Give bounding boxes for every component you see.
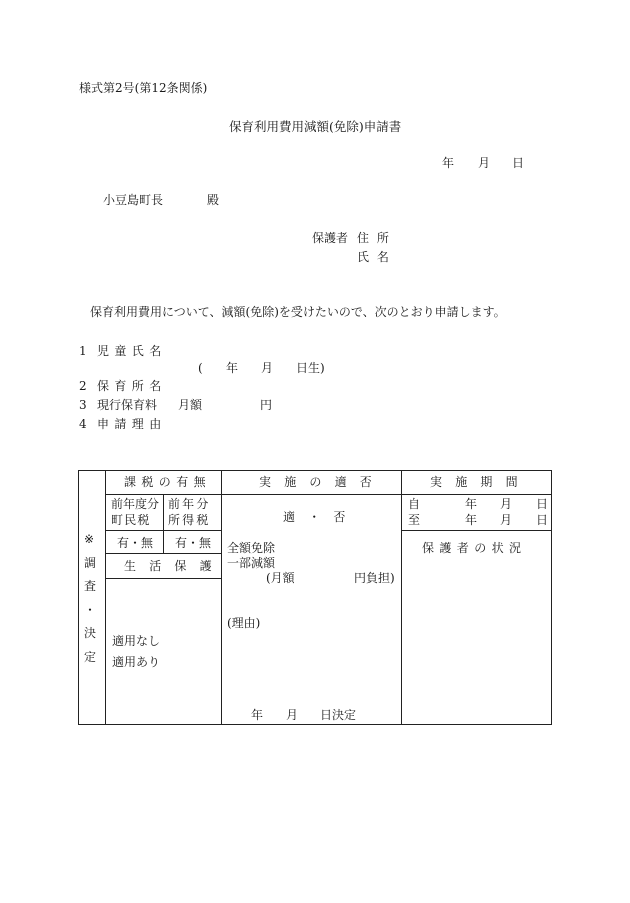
period-from-year: 年 (465, 497, 478, 511)
tax-header: 課税の有無 (124, 475, 212, 489)
period-to: 至 (408, 513, 421, 527)
period-to-month: 月 (500, 513, 513, 527)
applicant-name-label: 氏 名 (357, 250, 389, 264)
side-char-chou: 調 (84, 556, 97, 570)
col1-header-line2: 町民税 (111, 513, 151, 527)
side-mark: ※ (84, 532, 95, 546)
side-char-sa: 査 (84, 579, 97, 593)
side-char-tei: 定 (84, 650, 97, 664)
item-3-number: 3 (79, 398, 87, 412)
decision-day: 日決定 (320, 708, 357, 722)
decision-year: 年 (251, 708, 264, 722)
document-title: 保育利用費用減額(免除)申請書 (229, 119, 402, 134)
reason-label: (理由) (227, 616, 261, 630)
burden-label: 円負担) (354, 571, 395, 585)
period-to-year: 年 (465, 513, 478, 527)
col1-yes-no: 有・無 (117, 536, 154, 550)
form-number: 様式第2号(第12条関係) (79, 81, 208, 95)
period-from-day: 日 (536, 497, 549, 511)
item-2-number: 2 (79, 379, 87, 393)
welfare-header: 生活保護 (124, 559, 225, 573)
birth-open: ( (198, 361, 203, 375)
item-3-label: 現行保育料 (97, 398, 158, 412)
applicant-address-label: 住 所 (357, 231, 389, 245)
guardian-status: 保護者の状況 (422, 541, 527, 555)
period-to-day: 日 (536, 513, 549, 527)
col2-yes-no: 有・無 (175, 536, 212, 550)
monthly-amount-label: (月額 (266, 571, 295, 585)
col2-header-line2: 所得税 (168, 513, 211, 527)
full-exempt-label: 全額免除 (227, 541, 276, 555)
item-4-label: 申請理由 (97, 417, 167, 431)
honorific: 殿 (207, 193, 220, 207)
col2-header-line1: 前年分 (168, 497, 211, 511)
suitability-value: 適・否 (283, 510, 359, 524)
side-char-dot: ・ (84, 603, 97, 617)
item-3-monthly: 月額 (178, 398, 203, 412)
item-1-label: 児童氏名 (97, 344, 167, 358)
side-char-ketsu: 決 (84, 626, 97, 640)
welfare-none: 適用なし (112, 634, 161, 648)
col1-header-line1: 前年度分 (111, 497, 160, 511)
intro-text: 保育利用費用について、減額(免除)を受けたいので、次のとおり申請します。 (90, 305, 506, 319)
addressee: 小豆島町長 (103, 193, 164, 207)
decision-month: 月 (286, 708, 299, 722)
birth-year: 年 (226, 361, 239, 375)
applicant-role: 保護者 (312, 231, 349, 245)
partial-label: 一部減額 (227, 556, 276, 570)
period-from: 自 (408, 497, 421, 511)
period-from-month: 月 (500, 497, 513, 511)
date-month: 月 (478, 156, 491, 170)
date-year: 年 (442, 156, 455, 170)
item-2-label: 保育所名 (97, 379, 167, 393)
welfare-applied: 適用あり (112, 655, 161, 669)
item-4-number: 4 (79, 417, 87, 431)
item-3-unit: 円 (260, 398, 273, 412)
item-1-number: 1 (79, 344, 87, 358)
birth-day: 日生) (296, 361, 325, 375)
date-day: 日 (512, 156, 525, 170)
period-header: 実施期間 (430, 475, 531, 489)
birth-month: 月 (261, 361, 274, 375)
suitability-header: 実施の適否 (259, 475, 386, 489)
